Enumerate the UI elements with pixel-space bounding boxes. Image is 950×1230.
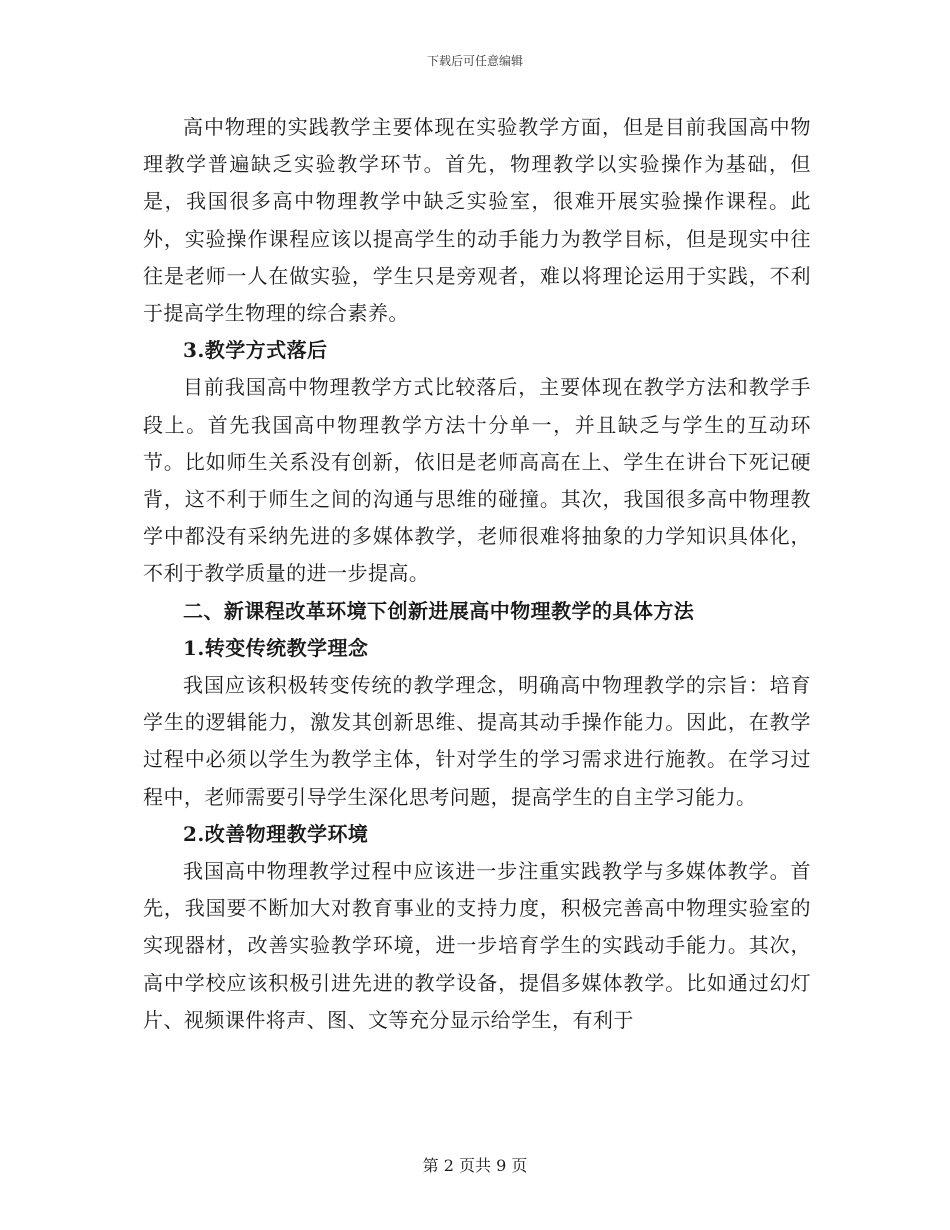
body-paragraph: 我国应该积极转变传统的教学理念，明确高中物理教学的宗旨：培育学生的逻辑能力，激发其创新思维、提高其动手操作能力。因此，在教学过程中必须以学生为教学主体，针对学生的学习需求进行施教。在学习过程中，老师需要引导学生深化思考问题，提高学生的自主学习能力。 bbox=[143, 673, 811, 809]
section-heading: 2.改善物理教学环境 bbox=[183, 821, 369, 846]
page-header: 下载后可任意编辑 bbox=[426, 54, 523, 68]
section-heading: 3.教学方式落后 bbox=[183, 338, 328, 363]
body-paragraph: 我国高中物理教学过程中应该进一步注重实践教学与多媒体教学。首先，我国要不断加大对教育事业的支持力度，积极完善高中物理实验室的实现器材，改善实验教学环境，进一步培育学生的实践动手能力。其次，高中学校应该积极引进先进的教学设备，提倡多媒体教学。比如通过幻灯片、视频课件将声、图、文等充分显示给学生，有利于 bbox=[143, 859, 811, 1032]
page-footer: 第 2 页共 9 页 bbox=[422, 1156, 528, 1175]
section-heading: 1.转变传统教学理念 bbox=[183, 635, 369, 660]
body-paragraph: 高中物理的实践教学主要体现在实验教学方面，但是目前我国高中物理教学普遍缺乏实验教学环节。首先，物理教学以实验操作为基础，但是，我国很多高中物理教学中缺乏实验室，很难开展实验操作课程。此外，实验操作课程应该以提高学生的动手能力为教学目标，但是现实中往往是老师一人在做实验，学生只是旁观者，难以将理论运用于实践，不利于提高学生物理的综合素养。 bbox=[143, 115, 811, 326]
chapter-heading: 二、新课程改革环境下创新进展高中物理教学的具体方法 bbox=[183, 598, 695, 623]
document-body bbox=[143, 109, 811, 1039]
body-paragraph: 目前我国高中物理教学方式比较落后，主要体现在教学方法和教学手段上。首先我国高中物理教学方法十分单一，并且缺乏与学生的互动环节。比如师生关系没有创新，依旧是老师高高在上、学生在讲台下死记硬背，这不利于师生之间的沟通与思维的碰撞。其次，我国很多高中物理教学中都没有采纳先进的多媒体教学，老师很难将抽象的力学知识具体化，不利于教学质量的进一步提高。 bbox=[143, 375, 811, 586]
